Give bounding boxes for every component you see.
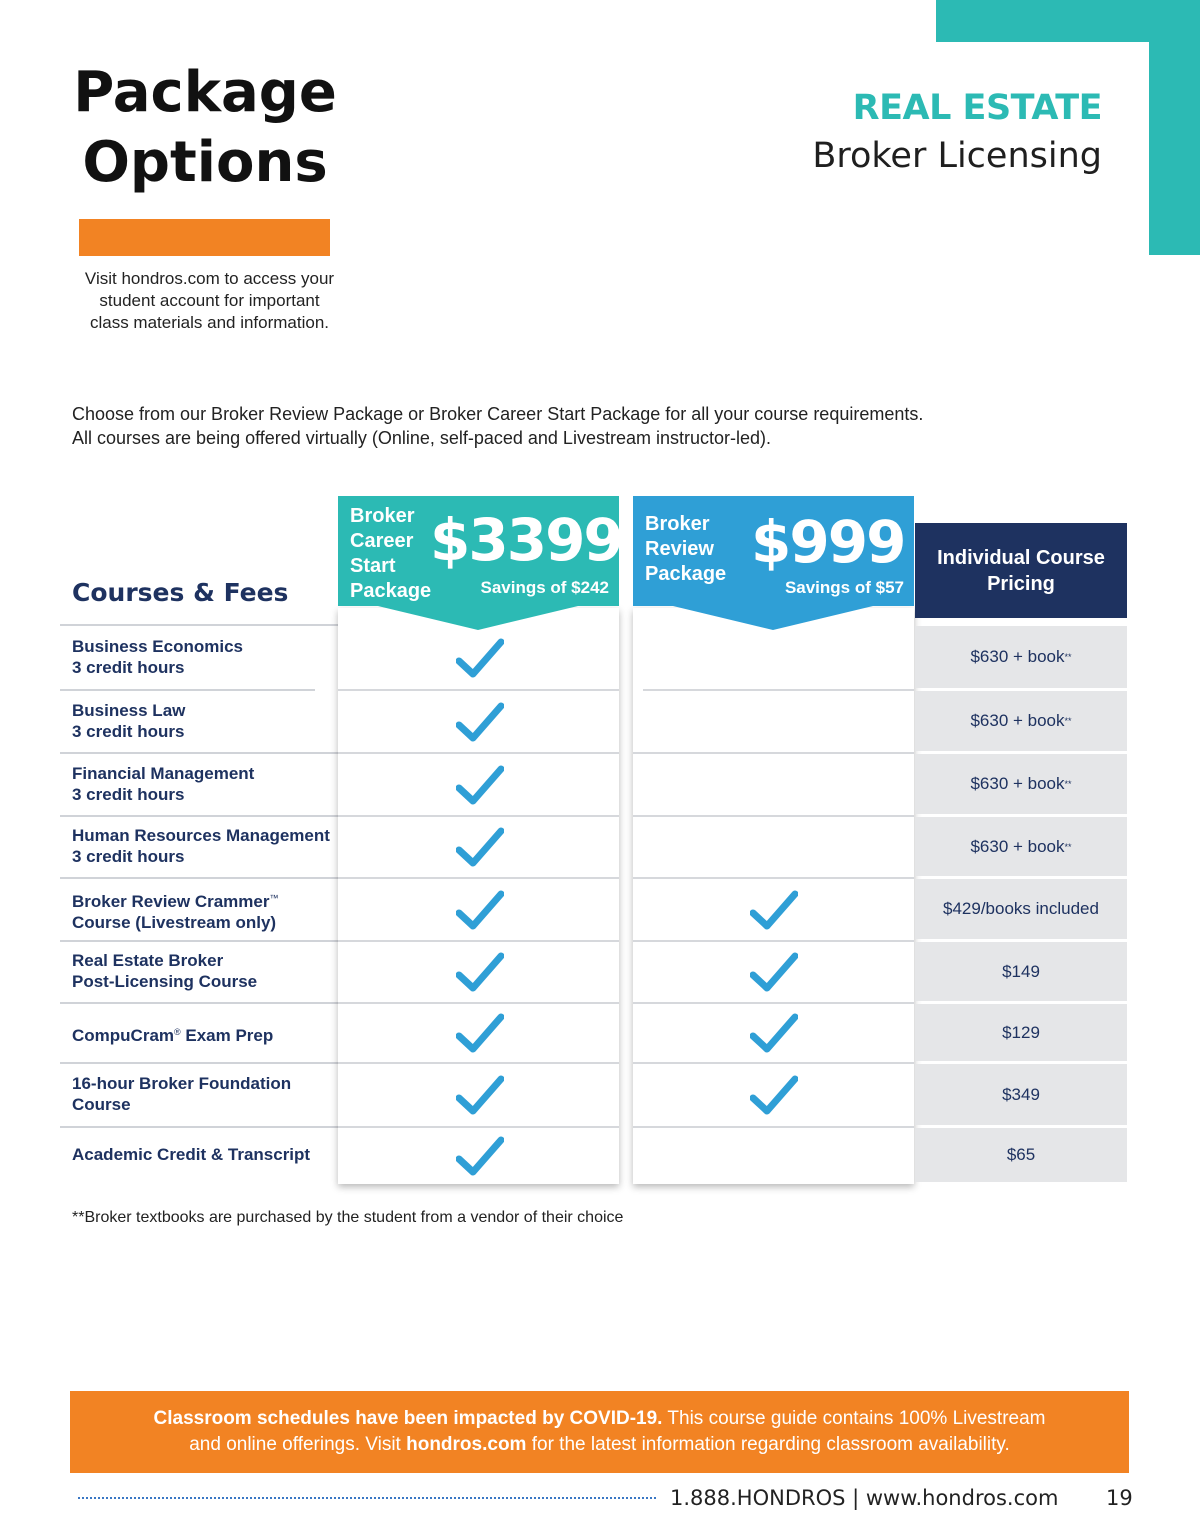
individual-price bbox=[915, 1064, 1127, 1125]
price-footnote-mark: ** bbox=[1064, 841, 1072, 852]
course-name-line bbox=[72, 700, 336, 721]
individual-price-text: $149 bbox=[1002, 961, 1040, 981]
package-row-divider bbox=[633, 1126, 914, 1128]
covid-link-text: hondros.com bbox=[406, 1434, 527, 1455]
package-name-line: Start bbox=[350, 555, 396, 577]
course-name-text: 3 credit hours bbox=[72, 847, 185, 866]
checkmark-icon bbox=[456, 1013, 504, 1053]
package-row-divider bbox=[338, 940, 619, 942]
checkmark-icon bbox=[750, 952, 798, 992]
course-name bbox=[72, 700, 336, 742]
career-start-price: $3399 bbox=[430, 506, 622, 574]
package-row-divider bbox=[338, 877, 619, 879]
course-credit-line bbox=[72, 657, 336, 678]
package-row-divider bbox=[633, 815, 914, 817]
covid-banner-line2 bbox=[70, 1432, 1129, 1458]
covid-text: for the latest information regarding classroom availability. bbox=[526, 1434, 1010, 1455]
package-row-divider bbox=[338, 815, 619, 817]
package-name-line: Career bbox=[350, 530, 414, 552]
package-row-divider bbox=[633, 752, 914, 754]
covid-bold-text: Classroom schedules have been impacted by COVID-19. bbox=[153, 1408, 663, 1429]
checkmark-icon bbox=[456, 702, 504, 742]
course-row-divider bbox=[60, 752, 338, 754]
checkmark-icon bbox=[750, 890, 798, 930]
covid-text: This course guide contains 100% Livestream bbox=[662, 1408, 1046, 1429]
covid-banner-line1 bbox=[70, 1406, 1129, 1432]
individual-header-line: Individual Course bbox=[937, 546, 1105, 569]
course-name-text: CompuCram bbox=[72, 1025, 175, 1045]
individual-price-text: $630 + book bbox=[970, 647, 1065, 666]
course-row-divider bbox=[60, 1002, 338, 1004]
course-name-text: Post-Licensing Course bbox=[72, 972, 258, 991]
checkmark-icon bbox=[456, 1075, 504, 1115]
course-row-divider bbox=[60, 815, 338, 817]
page-title bbox=[60, 58, 350, 198]
course-row-divider bbox=[60, 940, 338, 942]
broker-review-package-header bbox=[633, 496, 914, 630]
course-row-divider bbox=[60, 1126, 338, 1128]
package-row-divider bbox=[338, 689, 619, 691]
career-start-package-header bbox=[338, 496, 622, 630]
package-row-divider bbox=[338, 1126, 619, 1128]
individual-price-text: $65 bbox=[1006, 1145, 1036, 1164]
course-name-line bbox=[72, 888, 336, 912]
package-row-divider bbox=[633, 1002, 914, 1004]
package-name-line: Broker bbox=[350, 505, 415, 527]
course-row-divider bbox=[60, 624, 338, 626]
course-name bbox=[72, 825, 336, 867]
broker-review-savings: Savings of $57 bbox=[784, 578, 904, 597]
page-number: 19 bbox=[1106, 1486, 1133, 1510]
individual-price-text: $429/books included bbox=[943, 899, 1099, 918]
category-label: REAL ESTATE bbox=[852, 88, 1102, 128]
package-row-divider bbox=[633, 940, 914, 942]
course-name bbox=[72, 636, 336, 678]
course-credit-line bbox=[72, 912, 336, 933]
individual-price bbox=[915, 626, 1127, 688]
course-credit-line bbox=[72, 784, 336, 805]
visit-note-line: class materials and information. bbox=[89, 313, 330, 332]
course-credit-line bbox=[72, 846, 336, 867]
covid-banner bbox=[70, 1391, 1129, 1473]
corner-accent-side bbox=[1149, 42, 1200, 255]
course-name-line bbox=[72, 950, 336, 971]
course-name-text: 3 credit hours bbox=[72, 784, 185, 804]
package-row-divider bbox=[643, 689, 914, 691]
course-name-line bbox=[72, 1144, 336, 1165]
individual-price bbox=[915, 942, 1127, 1001]
individual-price-text: $630 + book bbox=[970, 836, 1065, 856]
package-row-divider bbox=[633, 1062, 914, 1064]
course-name bbox=[72, 1073, 336, 1115]
package-name-line: Package bbox=[645, 563, 727, 585]
visit-note-line: Visit hondros.com to access your bbox=[84, 269, 335, 288]
course-name-text: Course bbox=[72, 1095, 131, 1114]
course-name-text: Broker Review Crammer bbox=[72, 891, 270, 911]
textbook-footnote: **Broker textbooks are purchased by the student from a vendor of their choice bbox=[72, 1209, 624, 1226]
broker-review-price: $999 bbox=[751, 508, 905, 576]
individual-price bbox=[915, 817, 1127, 876]
intro-line1: Choose from our Broker Review Package or Broker Career Start Package for all your course requirements. bbox=[72, 404, 924, 424]
individual-price bbox=[915, 754, 1127, 814]
course-name-line bbox=[72, 763, 336, 784]
course-name-text: Real Estate Broker bbox=[72, 951, 224, 970]
course-name-text: Business Law bbox=[72, 700, 186, 720]
checkmark-icon bbox=[456, 1136, 504, 1176]
package-name-line: Broker bbox=[645, 513, 710, 535]
course-name bbox=[72, 888, 336, 933]
course-credit-line bbox=[72, 721, 336, 742]
course-name-line bbox=[72, 1022, 336, 1046]
course-name-text: Exam Prep bbox=[180, 1025, 274, 1045]
individual-price bbox=[915, 1128, 1127, 1182]
package-name-line: Package bbox=[350, 580, 432, 602]
individual-price-text: $630 + book bbox=[970, 774, 1065, 793]
course-name bbox=[72, 1144, 336, 1165]
visit-note bbox=[62, 268, 357, 334]
package-row-divider bbox=[338, 1002, 619, 1004]
individual-price-text: $349 bbox=[1002, 1084, 1040, 1104]
intro-line2: All courses are being offered virtually (Online, self-paced and Livestream instructor-led). bbox=[72, 428, 771, 448]
individual-header-line: Pricing bbox=[987, 572, 1055, 595]
career-start-savings: Savings of $242 bbox=[480, 578, 609, 597]
course-name-text: Academic Credit & Transcript bbox=[72, 1145, 311, 1164]
course-name-text: 3 credit hours bbox=[72, 657, 185, 677]
course-credit-line bbox=[72, 1094, 336, 1115]
covid-text: and online offerings. Visit bbox=[189, 1434, 407, 1455]
course-row-divider bbox=[60, 1062, 338, 1064]
footer-dotted-rule bbox=[78, 1497, 656, 1499]
checkmark-icon bbox=[456, 765, 504, 805]
page-title-line2: Options bbox=[82, 130, 328, 195]
career-start-package-name bbox=[350, 504, 431, 604]
checkmark-icon bbox=[456, 827, 504, 867]
course-name bbox=[72, 950, 336, 992]
course-name bbox=[72, 1022, 336, 1046]
broker-review-package-name bbox=[645, 512, 726, 587]
course-row-divider bbox=[60, 877, 338, 879]
course-name-text: Business Economics bbox=[72, 636, 244, 656]
individual-price bbox=[915, 691, 1127, 751]
individual-price-text: $129 bbox=[1002, 1022, 1040, 1042]
price-footnote-mark: ** bbox=[1064, 716, 1072, 726]
courses-fees-heading: Courses & Fees bbox=[72, 578, 289, 607]
course-name-line bbox=[72, 636, 336, 657]
course-name-line bbox=[72, 825, 336, 846]
visit-note-line: student account for important bbox=[99, 291, 320, 310]
course-name-text: Course (Livestream only) bbox=[72, 912, 277, 932]
course-credit-line bbox=[72, 971, 336, 992]
course-name-text: Human Resources Management bbox=[72, 826, 330, 845]
corner-accent-bar bbox=[936, 0, 1200, 42]
individual-price bbox=[915, 879, 1127, 939]
individual-price-text: $630 + book bbox=[970, 711, 1065, 730]
checkmark-icon bbox=[456, 638, 504, 678]
footer-contact: 1.888.HONDROS | www.hondros.com bbox=[670, 1486, 1059, 1510]
package-row-divider bbox=[338, 752, 619, 754]
course-name bbox=[72, 763, 336, 805]
price-footnote-mark: ** bbox=[1064, 652, 1072, 662]
course-row-divider bbox=[60, 689, 315, 691]
checkmark-icon bbox=[750, 1075, 798, 1115]
price-footnote-mark: ** bbox=[1064, 779, 1072, 789]
trademark-mark: ™ bbox=[269, 892, 279, 903]
checkmark-icon bbox=[456, 890, 504, 930]
section-subtitle: Broker Licensing bbox=[812, 136, 1102, 176]
course-name-text: 16-hour Broker Foundation bbox=[72, 1074, 292, 1093]
checkmark-icon bbox=[456, 952, 504, 992]
individual-price bbox=[915, 1004, 1127, 1061]
page-title-line1: Package bbox=[73, 60, 337, 125]
title-underline bbox=[79, 219, 330, 256]
trademark-mark: ® bbox=[174, 1026, 181, 1037]
checkmark-icon bbox=[750, 1013, 798, 1053]
package-name-line: Review bbox=[645, 538, 714, 560]
package-row-divider bbox=[338, 1062, 619, 1064]
intro-text bbox=[72, 402, 1132, 450]
course-name-text: 3 credit hours bbox=[72, 721, 185, 741]
course-name-line bbox=[72, 1073, 336, 1094]
individual-pricing-header bbox=[915, 523, 1127, 618]
package-row-divider bbox=[633, 877, 914, 879]
course-name-text: Financial Management bbox=[72, 763, 255, 783]
